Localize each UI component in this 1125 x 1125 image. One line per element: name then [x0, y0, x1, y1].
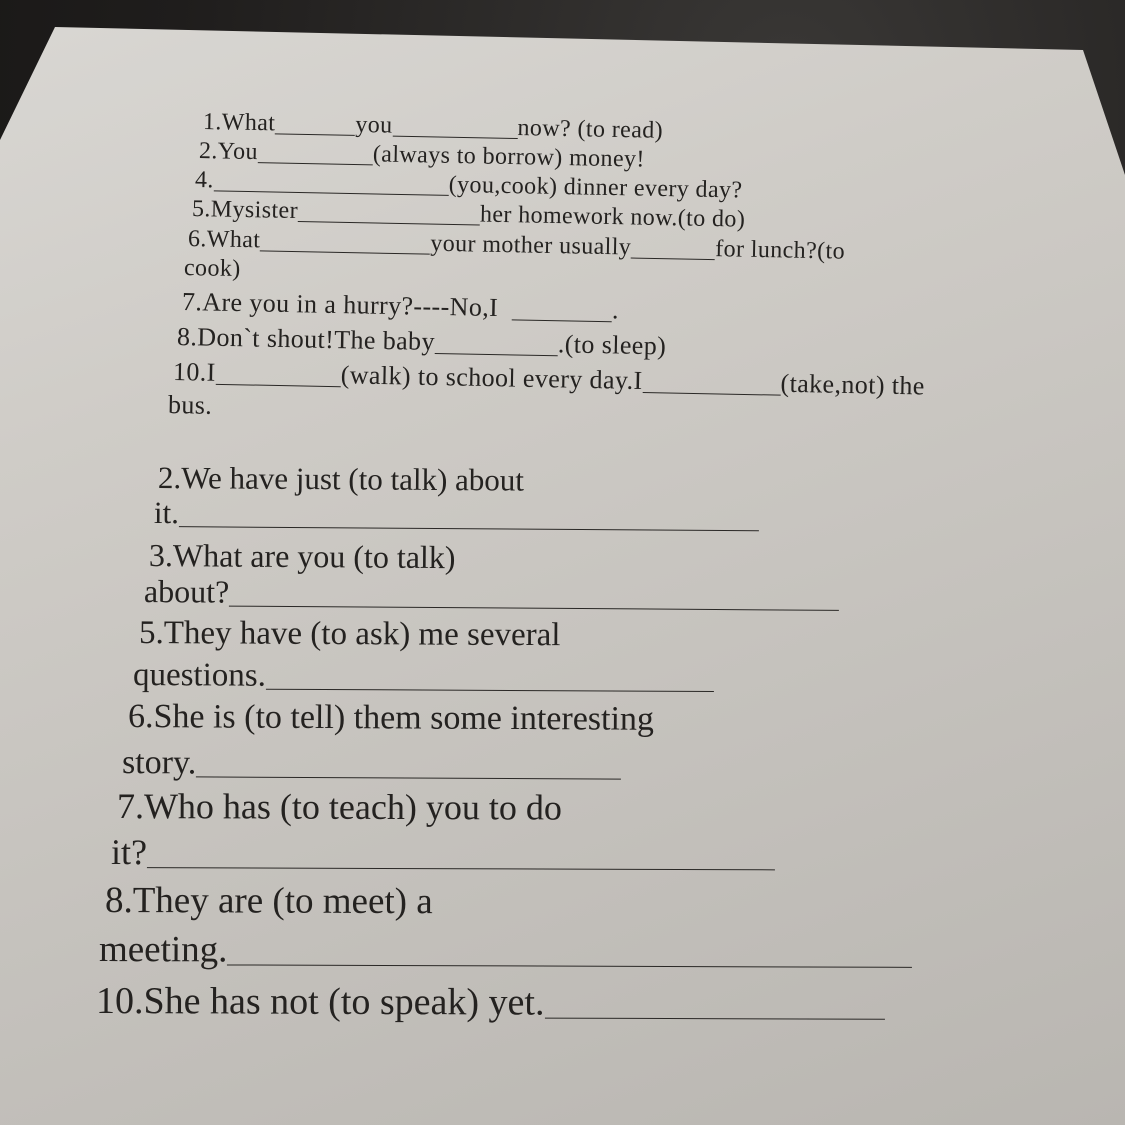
question-number: 8.: [104, 880, 133, 922]
answer-blank[interactable]: [179, 495, 759, 531]
question-text: .: [611, 295, 620, 325]
question-text: What: [221, 109, 276, 137]
question-text: story.: [121, 744, 197, 782]
question-text: Who has (to teach) you to do: [143, 786, 562, 828]
question-text: Don`t shout!The baby: [197, 322, 436, 356]
exercise-2-question-3-cont: [144, 573, 840, 615]
answer-blank[interactable]: [196, 742, 621, 779]
answer-blank[interactable]: [631, 234, 715, 261]
question-text: it?: [110, 832, 148, 873]
question-text: (you,cook) dinner every day?: [448, 171, 743, 204]
question-number: 1.: [202, 109, 223, 136]
exercise-2-question-8-cont: [99, 927, 913, 974]
exercise-2-question-3: [149, 537, 456, 576]
answer-blank[interactable]: [260, 226, 430, 254]
question-text: her homework now.(to do): [479, 201, 746, 233]
answer-blank[interactable]: [147, 831, 775, 870]
question-text: What are you (to talk): [172, 537, 456, 576]
exercise-2-question-7-cont: [111, 831, 775, 875]
question-text: meeting.: [98, 929, 228, 971]
question-number: 3.: [148, 537, 174, 574]
answer-blank[interactable]: [642, 366, 780, 396]
exercise-1-question-6: [188, 225, 846, 266]
answer-blank[interactable]: [392, 112, 517, 139]
question-number: 5.: [138, 615, 164, 652]
question-text: questions.: [132, 657, 267, 694]
exercise-2-question-6: [128, 698, 654, 739]
exercise-2-question-6-cont: [122, 742, 621, 785]
question-text: you: [355, 111, 393, 139]
exercise-2-question-2-cont: [154, 495, 759, 535]
exercise-1-question-10-cont: [168, 390, 213, 421]
answer-blank[interactable]: [227, 927, 912, 967]
question-text: bus.: [167, 390, 213, 420]
question-text: for lunch?(to: [714, 236, 846, 265]
exercise-1-question-8: [177, 322, 667, 361]
exercise-2-question-7: [117, 785, 562, 829]
question-number: 5.: [191, 196, 212, 223]
question-number: 7.: [116, 786, 145, 827]
question-text: Are you in a hurry?----No,I: [202, 287, 499, 323]
question-text: .(to sleep): [557, 329, 667, 361]
question-text: now? (to read): [517, 115, 664, 144]
answer-blank[interactable]: [544, 980, 884, 1020]
answer-blank[interactable]: [275, 109, 355, 136]
question-text: She is (to tell) them some interesting: [153, 698, 655, 738]
exercise-1-question-10: [173, 357, 925, 401]
question-text: They are (to meet) a: [132, 880, 433, 923]
question-text: (walk) to school every day.I: [340, 360, 643, 396]
exercise-2-question-5-cont: [133, 655, 714, 697]
question-text: What: [206, 226, 261, 254]
question-text: cook): [183, 255, 241, 283]
question-text: She has not (to speak) yet.: [143, 980, 545, 1024]
exercise-2-question-2: [158, 460, 524, 499]
question-number: 2.: [198, 138, 219, 165]
answer-blank[interactable]: [229, 574, 839, 611]
question-text: We have just (to talk) about: [181, 460, 525, 498]
question-text: your mother usually: [430, 230, 632, 261]
question-text: it.: [153, 495, 180, 531]
question-text: You: [217, 138, 259, 166]
exercise-2-question-8: [105, 879, 433, 923]
question-number: 10.: [95, 980, 144, 1023]
question-number: 4.: [194, 167, 215, 194]
answer-blank[interactable]: [258, 138, 373, 165]
question-number: 7.: [181, 287, 203, 317]
answer-blank[interactable]: [435, 327, 558, 356]
question-text: about?: [143, 573, 230, 610]
question-number: 10.: [172, 357, 207, 387]
question-text: Mysister: [210, 196, 299, 225]
exercise-2-question-5: [139, 615, 561, 654]
answer-blank[interactable]: [266, 656, 714, 692]
question-number: 2.: [157, 460, 182, 496]
exercise-1-question-7: [182, 287, 619, 325]
question-number: 8.: [176, 322, 198, 352]
answer-blank[interactable]: [216, 358, 341, 387]
question-text: They have (to ask) me several: [163, 615, 561, 654]
exercise-2-question-10: [96, 978, 885, 1026]
question-text: (take,not) the: [780, 368, 926, 401]
answer-blank[interactable]: [512, 293, 612, 322]
exercise-1-question-6-cont: [184, 255, 241, 283]
question-number: 6.: [187, 226, 208, 253]
question-text: I: [206, 357, 217, 387]
question-text: (always to borrow) money!: [372, 141, 646, 173]
answer-blank[interactable]: [214, 166, 449, 196]
question-number: 6.: [127, 698, 154, 736]
answer-blank[interactable]: [298, 197, 480, 225]
